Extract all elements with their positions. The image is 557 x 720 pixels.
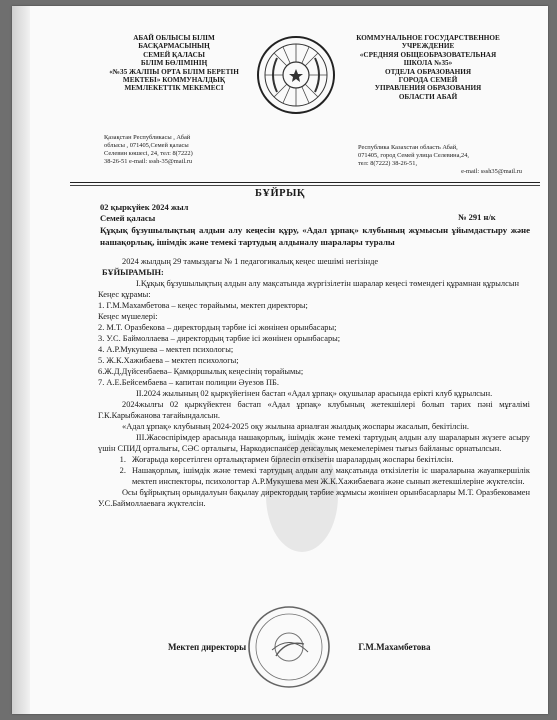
address-left-line: облысы , 071405,Семей қаласы (104, 142, 189, 149)
document-number: № 291 н/к (458, 212, 496, 222)
header-right-line: «СРЕДНЯЯ ОБЩЕОБРАЗОВАТЕЛЬНАЯ (359, 50, 497, 59)
document-body (98, 256, 530, 509)
signer-title: Мектеп директоры (168, 642, 247, 652)
member-item: 6.Ж.Д.Дүйсенбаева– Қамқоршылық кеңесінің төрайымы; (98, 367, 304, 376)
section-1-paragraph: І.Құқық бұзушылықтың алдын алу мақсатында жүргізілетін шаралар кеңесі төмендегі құрамнан құрылсын (136, 279, 519, 288)
header-divider-thin (70, 185, 540, 186)
member-item: 5. Ж.К.Хажибаева – мектеп психологы; (98, 356, 239, 365)
header-right-line: ОТДЕЛА ОБРАЗОВАНИЯ (384, 67, 472, 76)
section-2-paragraph: ІІ.2024 жылының 02 қыркүйегінен бастап «Адал ұрпақ» оқушылар арасында ерікті клуб құрылсын. (136, 389, 493, 398)
command-heading: БҰЙЫРАМЫН: (102, 268, 164, 277)
address-left (104, 134, 254, 166)
document-title: БҰЙРЫҚ (254, 188, 306, 199)
document-city: Семей қаласы (100, 213, 156, 223)
header-right-line: ШКОЛА №35» (403, 59, 453, 68)
header-left-line: МЕМЛЕКЕТТІК МЕКЕМЕСІ (124, 84, 224, 93)
member-item: 4. А.Р.Мукушева – мектеп психологы; (98, 345, 234, 354)
page-edge-shadow (12, 6, 30, 714)
section-3-point: 2. Нашақорлық, ішімдік және темекі тартудың алдын алу мақсатында өткізілетін іс шараларына жауапкершілік мектеп инспекторы, психологтар А.Р.Мукушева мен Ж.К.Хажибаевага және сынып жетекшілеріне жүктелсін. (128, 465, 530, 487)
state-emblem-icon (255, 34, 337, 116)
address-left-line: Қазақстан Республикасы , Абай (104, 134, 191, 141)
council-label: Кеңес құрамы: (98, 290, 151, 299)
header-right-line: УПРАВЛЕНИЯ ОБРАЗОВАНИЯ (374, 84, 482, 93)
section-2-plan: «Адал ұрпақ» клубының 2024-2025 оқу жылына арналған жылдық жоспары жасалып, бекітілсін. (122, 422, 469, 431)
header-left-line: АБАЙ ОБЛЫСЫ БІЛІМ (133, 34, 215, 42)
header-right-russian (348, 34, 508, 101)
address-right-line: Республика Казахстан область Абай, (358, 144, 458, 151)
section-3-points (98, 454, 530, 487)
member-item: 7. А.Е.Бейсембаева – капитан полиции Әуезов ПБ. (98, 378, 279, 387)
signature-block (168, 642, 430, 652)
document-page (12, 6, 548, 714)
document-date: 02 қыркүйек 2024 жыл (100, 202, 189, 212)
section-3-point: 1. Жоғарыда көрсетілген орталықтармен бірлесіп өткізетін шаралардың жоспары бекітілсін. (128, 454, 530, 465)
address-left-line: Селевин көшесі, 24, тел: 8(7222) (104, 150, 193, 157)
address-left-line: 38-26-51 e-mail: sssh-35@mail.ru (104, 158, 193, 165)
section-3-paragraph: ІІІ.Жасөспірімдер арасында нашақорлық, ішімдік және темекі тартудың алдын алу шараларын жүзеге асыру үшін СПИД орталығы, СӘС орталығы, Наркодиспансер денсаулық мекемелерімен тығыз байланыс орнатылсын. (98, 433, 530, 453)
header-divider (70, 182, 540, 183)
header-right-line: КОММУНАЛЬНОЕ ГОСУДАРСТВЕННОЕ (356, 34, 500, 42)
header-right-line: УЧРЕЖДЕНИЕ (401, 42, 455, 51)
council-chair: 1. Г.М.Махамбетова – кеңес төрайымы, мектеп директоры; (98, 301, 308, 310)
header-left-line: БІЛІМ БӨЛІМІНІҢ (140, 59, 208, 68)
section-2-leaders: 2024жылғы 02 қыркүйектен бастап «Адал ұрпақ» клубының жетекшілері болып тарих пәні мұғалімі Г.К.Карыбжанова тағайындалсын. (98, 400, 530, 420)
address-right-line: 071405, город Семей улица Селевина,24, (358, 152, 470, 159)
member-item: 3. У.С. Баймоллаева – директордың тәрбие ісі жөнінен орынбасары; (98, 334, 341, 343)
address-right-line: e-mail: sssh35@mail.ru (461, 168, 522, 175)
header-left-line: МЕКТЕБІ» КОММУНАЛДЫҚ (122, 76, 226, 85)
header-left-kazakh (104, 34, 244, 93)
signer-name: Г.М.Махамбетова (358, 642, 431, 652)
address-right-line: тел: 8(7222) 38-26-51, (358, 160, 418, 167)
document-subject: Құқық бұзушылықтың алдын алу кеңесін құру, «Адал ұрпақ» клубының жұмысын ұйымдастыру және нашақорлық, ішімдік және темекі тартудың алдыналу шаралары туралы (100, 225, 530, 247)
header-right-line: ГОРОДА СЕМЕЙ (398, 76, 458, 85)
intro-paragraph: 2024 жылдың 29 тамыздағы № 1 педагогикалық кеңес шешімі негізінде (122, 257, 379, 266)
header-left-line: СЕМЕЙ ҚАЛАСЫ (143, 50, 205, 59)
header-left-line: БАСҚАРМАСЫНЫҢ (138, 42, 210, 51)
address-right (358, 144, 528, 176)
control-paragraph: Осы бұйрықтың орындалуын бақылау директордың тәрбие жұмысы жөнінен орынбасарлары М.Т. Оразбековамен У.С.Баймоллаеваға жүктелсін. (98, 488, 530, 508)
members-label: Кеңес мүшелері: (98, 312, 158, 321)
header-left-line: «№35 ЖАЛПЫ ОРТА БІЛІМ БЕРЕТІН (109, 67, 239, 76)
member-item: 2. М.Т. Оразбекова – директордың тәрбие ісі жөнінен орынбасары; (98, 323, 337, 332)
header-right-line: ОБЛАСТИ АБАЙ (398, 92, 458, 101)
